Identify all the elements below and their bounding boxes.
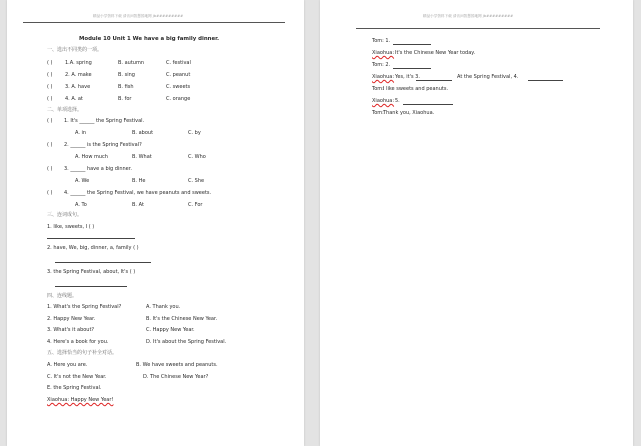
left-page [7,0,304,446]
option-c: C. peanut [166,72,191,78]
answer-line[interactable] [403,104,453,105]
match-left[interactable]: 1. What's the Spring Festival? [47,304,122,310]
header-rule [23,22,285,23]
answer-paren[interactable]: ( ) [47,166,53,172]
answer-line[interactable] [528,80,563,81]
option-b: B. fish [118,84,134,90]
section-heading: 五、选择恰当的句子补全对话。 [47,350,118,356]
option-c: C. orange [166,96,191,102]
section-heading: 三、连词成句。 [47,212,83,218]
dialog-speaker: Tom: 1. [372,38,391,44]
answer-paren[interactable]: ( ) [47,72,53,78]
answer-line[interactable] [393,44,431,45]
option-c: C. festival [166,60,191,66]
section-heading: 二、单项选择。 [47,107,83,113]
question-stem: 2. ______ is the Spring Festival? [64,142,142,148]
answer-line[interactable] [416,80,452,81]
option-a: 3. A. have [65,84,91,90]
question-stem: 1. It's ______ the Spring Festival. [64,118,145,124]
dialog-speaker: Xiaohua: [372,74,395,80]
option-a: 1.A. spring [65,60,92,66]
option-c: C. She [188,178,205,184]
option-a: A. To [75,202,87,208]
dialog-text: Yes, it's 3. [395,74,420,80]
worksheet-title: Module 10 Unit 1 We have a big family dinner. [79,36,220,42]
answer-line[interactable] [393,68,431,69]
question-stem: 3. ______ have a big dinner. [64,166,132,172]
option-c: C. by [188,130,201,136]
option-b: B. for [118,96,132,102]
option-choice: E. the Spring Festival. [47,385,102,391]
match-right[interactable]: D. It's about the Spring Festival. [146,339,227,345]
dialog-text: Thank you, Xiaohua. [383,110,435,116]
page-header: 精品小学资料下载 请访问智慧园地网 jb######### [423,14,514,18]
sentence-item: 1. like, sweets, I ( ) [47,224,95,230]
page-header: 精品小学资料下载 请访问智慧园地网 jb######### [93,14,184,18]
option-b: B. What [132,154,152,160]
answer-paren[interactable]: ( ) [47,118,53,124]
answer-line[interactable] [55,262,151,263]
option-b: B. He [132,178,146,184]
dialog-text: I like sweets and peanuts. [383,86,449,92]
header-rule [356,28,600,29]
section-heading: 一、选出不同类的一项。 [47,47,103,53]
option-a: A. in [75,130,87,136]
option-b: B. about [132,130,154,136]
answer-paren[interactable]: ( ) [47,84,53,90]
sentence-item: 3. the Spring Festival, about, It's ( ) [47,269,136,275]
option-a: 2. A. make [65,72,92,78]
dialog-speaker: Tom: [372,110,384,116]
option-choice: B. We have sweets and peanuts. [136,362,218,368]
dialog-line: Xiaohua: Happy New Year! [47,397,114,403]
match-right[interactable]: A. Thank you. [146,304,181,310]
right-page [320,0,633,446]
option-b: B. At [132,202,144,208]
option-c: C. Who [188,154,206,160]
option-choice: A. Here you are. [47,362,88,368]
option-a: A. How much [75,154,108,160]
dialog-speaker: Xiaohua: [372,50,395,56]
option-choice: C. It's not the New Year. [47,374,107,380]
option-b: B. sing [118,72,135,78]
answer-paren[interactable]: ( ) [47,96,53,102]
match-left[interactable]: 3. What's it about? [47,327,95,333]
dialog-text: At the Spring Festival, 4. [457,74,519,80]
match-left[interactable]: 4. Here's a book for you. [47,339,109,345]
question-stem: 4. ______ the Spring Festival, we have peanuts and sweets. [64,190,212,196]
option-c: C. For [188,202,203,208]
section-heading: 四、连线题。 [47,293,78,299]
answer-paren[interactable]: ( ) [47,190,53,196]
option-a: 4. A. at [65,96,83,102]
dialog-speaker: Tom: [372,86,384,92]
answer-line[interactable] [47,238,135,239]
answer-line[interactable] [55,286,127,287]
dialog-text: It's the Chinese New Year today. [395,50,476,56]
option-a: A. We [75,178,90,184]
answer-paren[interactable]: ( ) [47,60,53,66]
dialog-text: 5. [395,98,400,104]
sentence-item: 2. have, We, big, dinner, a, family ( ) [47,245,139,251]
match-right[interactable]: C. Happy New Year. [146,327,195,333]
match-right[interactable]: B. It's the Chinese New Year. [146,316,218,322]
answer-paren[interactable]: ( ) [47,142,53,148]
option-choice: D. The Chinese New Year? [143,374,209,380]
dialog-speaker: Tom: 2. [372,62,391,68]
option-b: B. autumn [118,60,145,66]
dialog-speaker: Xiaohua: [372,98,395,104]
option-c: C. sweets [166,84,191,90]
match-left[interactable]: 2. Happy New Year. [47,316,96,322]
